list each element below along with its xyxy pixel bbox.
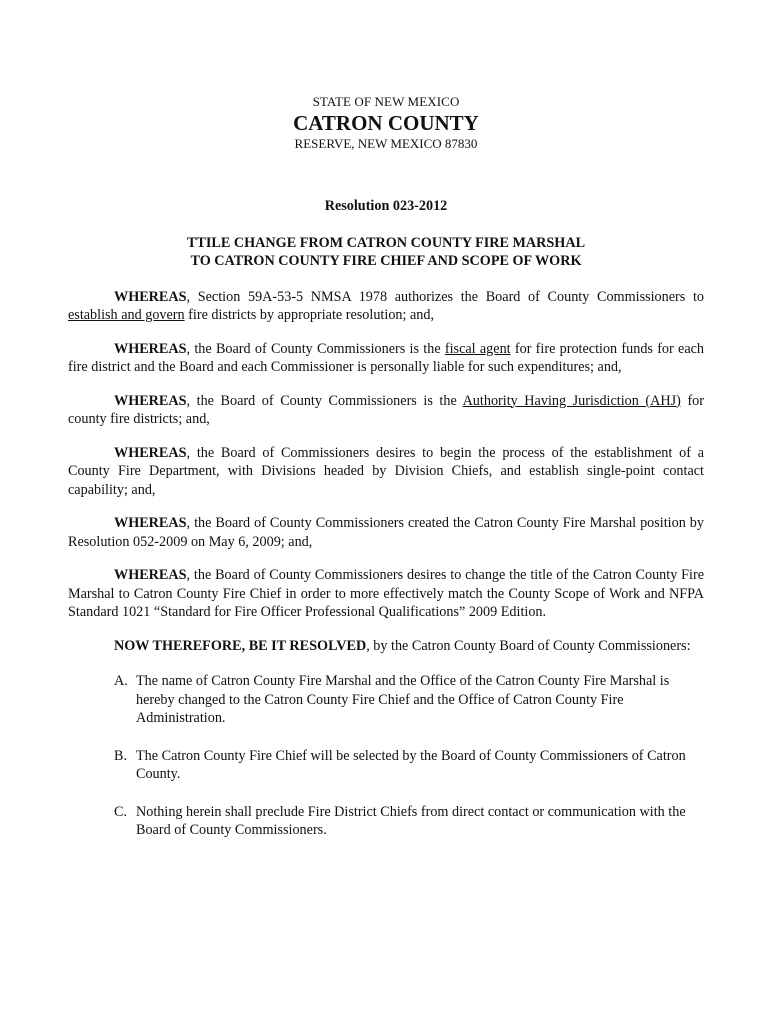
clause-text: , the Board of County Commissioners created the Catron County Fire Marshal position by Resolution 052-2009 on May 6, 2009; and, <box>68 515 704 550</box>
clause-text-end: for fire protection funds for each fire district and the Board and each Commissioner is personally liable for such expenditures; and, <box>68 340 705 375</box>
item-marker: A. <box>114 673 128 689</box>
list-item <box>114 747 704 784</box>
whereas-clause-3 <box>68 392 704 429</box>
item-text: The Catron County Fire Chief will be selected by the Board of County Commissioners of Catron County. <box>136 747 686 782</box>
clause-underlined-text: Authority Having Jurisdiction (AHJ) <box>462 392 681 409</box>
city-address: RESERVE, NEW MEXICO 87830 <box>294 136 478 151</box>
resolved-separator: , <box>241 637 249 654</box>
whereas-clause-4 <box>68 444 704 500</box>
resolution-number: Resolution 023-2012 <box>324 198 448 214</box>
clause-text: , the Board of County Commissioners desires to change the title of the Catron County Fire Marshal to Catron County Fire Chief in order to more effectively match the County Scope of Work and NFPA Standard 1021 “Standard for Fire Officer Professional Qualifications” 2009 Edition. <box>68 567 704 620</box>
clause-text-end: fire districts by appropriate resolution; and, <box>184 307 435 323</box>
resolved-clause <box>68 637 704 656</box>
county-name: CATRON COUNTY <box>293 111 479 135</box>
whereas-label: WHEREAS <box>114 392 187 409</box>
whereas-label: WHEREAS <box>114 515 187 531</box>
clause-underlined-text: fiscal agent <box>444 340 511 357</box>
whereas-clause-6 <box>68 566 704 622</box>
whereas-clause-1 <box>68 288 704 325</box>
whereas-label: WHEREAS <box>114 567 187 583</box>
clause-underlined-text: establish and govern <box>68 307 185 323</box>
whereas-label: WHEREAS <box>114 340 187 357</box>
be-it-resolved-label: BE IT RESOLVED <box>248 637 367 654</box>
list-item <box>114 803 704 840</box>
clause-text: , Section 59A-53-5 NMSA 1978 authorizes the Board of County Commissioners to <box>186 288 704 305</box>
resolution-title <box>68 234 704 271</box>
clause-text: , the Board of County Commissioners is the <box>186 340 445 357</box>
resolution-items <box>68 672 704 840</box>
item-marker: C. <box>114 803 128 820</box>
title-line-2: TO CATRON COUNTY FIRE CHIEF AND SCOPE OF WORK <box>190 253 582 269</box>
document-page <box>68 94 704 859</box>
state-name: STATE OF NEW MEXICO <box>312 94 460 109</box>
item-marker: B. <box>114 747 128 764</box>
item-text: The name of Catron County Fire Marshal and the Office of the Catron County Fire Marshal is hereby changed to the Catron County Fire Chief and the Office of Catron County Fire Administration. <box>136 673 670 726</box>
now-therefore-label: NOW THEREFORE <box>114 637 242 654</box>
clause-text: , the Board of County Commissioners is the <box>186 392 463 409</box>
whereas-clause-5 <box>68 514 704 551</box>
whereas-label: WHEREAS <box>114 288 187 305</box>
whereas-label: WHEREAS <box>114 444 187 461</box>
whereas-clause-2 <box>68 340 704 377</box>
title-line-1: TTILE CHANGE FROM CATRON COUNTY FIRE MARSHAL <box>186 234 586 251</box>
list-item <box>114 672 704 728</box>
resolved-text: , by the Catron County Board of County Commissioners: <box>366 637 691 654</box>
item-text: Nothing herein shall preclude Fire District Chiefs from direct contact or communication with the Board of County Commissioners. <box>136 803 686 838</box>
clause-text: , the Board of Commissioners desires to begin the process of the establishment of a County Fire Department, with Divisions headed by Division Chiefs, and establish single-point contact capability; and, <box>68 444 704 498</box>
letterhead <box>68 94 704 152</box>
clause-text-end: for county fire districts; and, <box>68 392 705 427</box>
